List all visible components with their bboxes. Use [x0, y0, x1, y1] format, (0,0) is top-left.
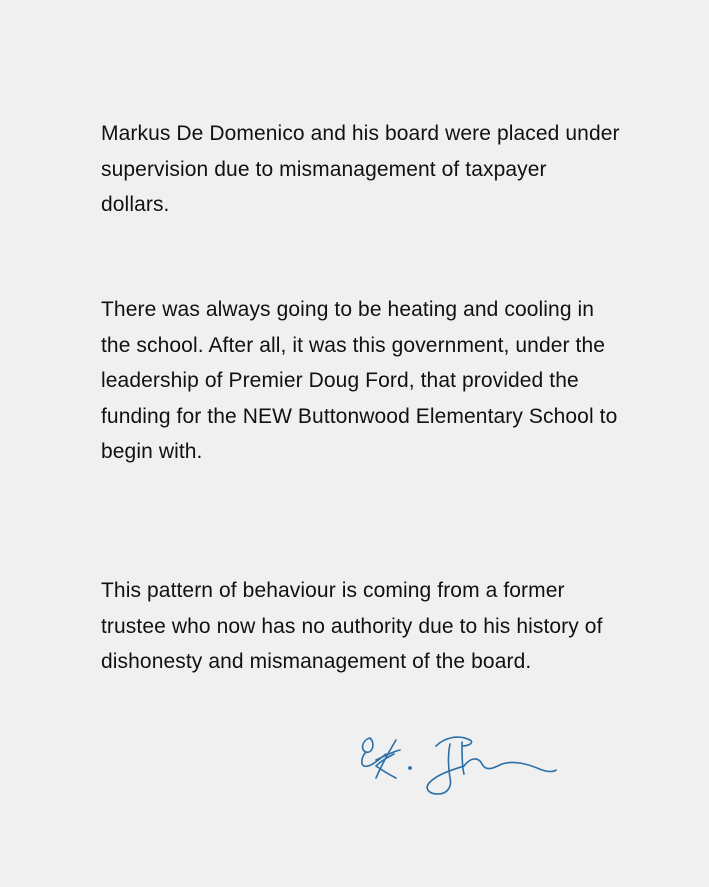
statement-paragraph-3: This pattern of behaviour is coming from a former trustee who now has no authority due to his history of dishonesty and mismanagement of the board.	[101, 579, 603, 673]
statement-paragraph-1: Markus De Domenico and his board were placed under supervision due to mismanagement of taxpayer dollars.	[101, 122, 620, 216]
statement-paragraph-2: There was always going to be heating and cooling in the school. After all, it was this government, under the leadership of Premier Doug Ford, that provided the funding for the NEW Buttonwood Elementary School to begin with.	[101, 298, 618, 463]
handwritten-signature	[352, 726, 562, 802]
